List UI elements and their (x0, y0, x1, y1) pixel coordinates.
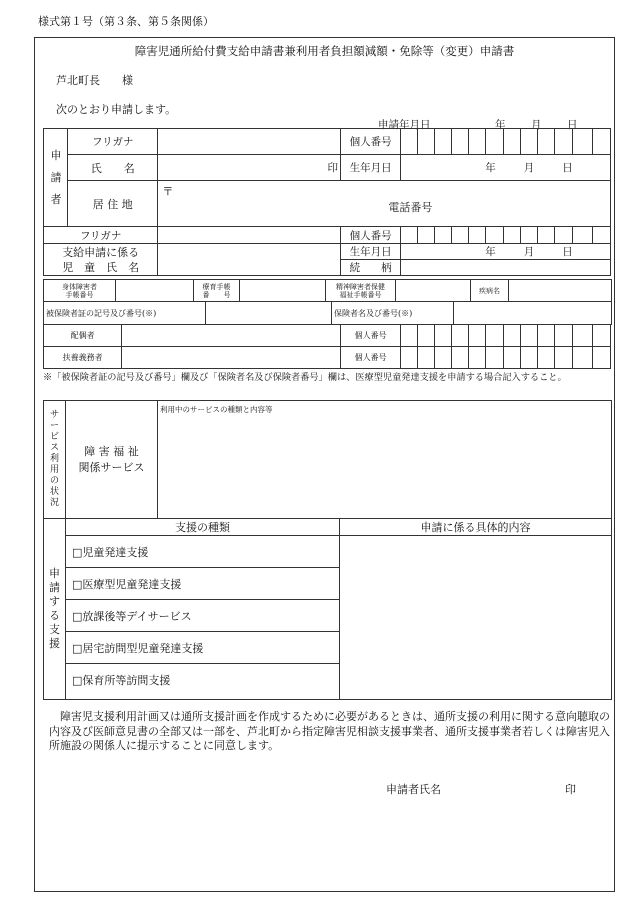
child-my-number-box[interactable] (401, 227, 418, 244)
supporter-label: 扶養義務者 (44, 347, 122, 369)
form-number: 様式第１号（第３条、第５条関係） (38, 15, 214, 28)
supporter-my-number-box[interactable] (469, 347, 486, 369)
child-birth-field[interactable]: 年 月 日 (401, 244, 611, 260)
child-my-number-label: 個人番号 (341, 227, 401, 244)
spouse-label: 配偶者 (44, 325, 122, 347)
insured-label: 被保険者証の記号及び番号(※) (44, 302, 206, 325)
spouse-my-number-box[interactable] (503, 325, 520, 347)
child-my-number-box[interactable] (503, 227, 520, 244)
mental-handbook-field[interactable] (396, 280, 471, 302)
child-my-number-box[interactable] (592, 227, 610, 244)
ryoiku-handbook-label: 療育手帳 番 号 (194, 280, 240, 302)
supporter-my-number-box[interactable] (418, 347, 435, 369)
support-detail-field[interactable] (340, 536, 612, 700)
applicant-my-number-box[interactable] (486, 129, 503, 155)
insurer-label: 保険者名及び番号(※) (332, 302, 454, 325)
child-my-number-box[interactable] (435, 227, 452, 244)
option-child-development-support[interactable]: □児童発達支援 (66, 536, 339, 568)
child-relation-field[interactable] (401, 260, 611, 276)
option-nursery-visit-support[interactable]: □保育所等訪問支援 (72, 674, 171, 687)
spouse-my-number-box[interactable] (554, 325, 572, 347)
applicant-furigana-label: フリガナ (68, 129, 158, 155)
supporter-field[interactable] (122, 347, 341, 369)
option-home-visit-child-development-support[interactable]: □居宅訪問型児童発達支援 (66, 632, 339, 664)
applicant-birth-label: 生年月日 (341, 155, 401, 181)
disease-label: 疾病名 (471, 280, 509, 302)
service-content-field[interactable] (158, 401, 612, 519)
child-my-number-box[interactable] (418, 227, 435, 244)
applicant-my-number-box[interactable] (537, 129, 554, 155)
intro-text: 次のとおり申請します。 (56, 103, 177, 116)
mental-handbook-label: 精神障害者保健 福祉手帳番号 (326, 280, 396, 302)
applicant-my-number-box[interactable] (435, 129, 452, 155)
phone-label: 電話番号 (388, 201, 433, 214)
family-table (43, 324, 611, 369)
spouse-my-number-box[interactable] (520, 325, 537, 347)
applicant-furigana-field[interactable] (158, 129, 341, 155)
spouse-my-number-box[interactable] (435, 325, 452, 347)
spouse-my-number-box[interactable] (572, 325, 592, 347)
child-my-number-box[interactable] (486, 227, 503, 244)
child-relation-label: 続 柄 (341, 260, 401, 276)
option-medical-child-development-support[interactable]: □医療型児童発達支援 (66, 568, 339, 600)
applicant-my-number-label: 個人番号 (341, 129, 401, 155)
applicant-name-label: 氏 名 (68, 155, 158, 181)
child-my-number-box[interactable] (537, 227, 554, 244)
insurer-field[interactable] (454, 302, 612, 325)
supporter-my-number-box[interactable] (452, 347, 469, 369)
seal-mark: 印 (327, 162, 339, 174)
supporter-my-number-box[interactable] (554, 347, 572, 369)
spouse-my-number-label: 個人番号 (341, 325, 401, 347)
child-birth-label: 生年月日 (341, 244, 401, 260)
applicant-address-field[interactable] (158, 181, 611, 227)
signature-field[interactable] (452, 779, 558, 795)
supporter-my-number-box[interactable] (572, 347, 592, 369)
support-side-label: 申請する支援 (44, 519, 66, 700)
spouse-my-number-box[interactable] (452, 325, 469, 347)
consent-text: 障害児支援利用計画又は通所支援計画を作成するために必要があるときは、通所支援の利用に関する意向聴取の内容及び医師意見書の全部又は一部を、芦北町から指定障害児相談支援事業者、通所支援事業者若しくは障害児入所施設の関係人に提示することに同意します。 (49, 710, 610, 752)
child-my-number-box[interactable] (520, 227, 537, 244)
supporter-my-number-box[interactable] (401, 347, 418, 369)
applicant-my-number-box[interactable] (401, 129, 418, 155)
child-name-label: 支給申請に係る 児 童 氏 名 (44, 244, 158, 276)
signature-label: 申請者氏名 (386, 783, 441, 796)
insured-field[interactable] (206, 302, 332, 325)
supporter-my-number-box[interactable] (537, 347, 554, 369)
child-my-number-box[interactable] (572, 227, 592, 244)
supporter-my-number-box[interactable] (435, 347, 452, 369)
date-year: 年 (495, 119, 506, 131)
applicant-my-number-box[interactable] (572, 129, 592, 155)
handbook-table (43, 279, 612, 302)
signature-seal: 印 (565, 783, 576, 796)
applicant-name-field[interactable] (158, 155, 341, 181)
spouse-my-number-box[interactable] (592, 325, 610, 347)
support-type-header: 支援の種類 (66, 519, 340, 536)
service-status-table (43, 400, 612, 519)
supporter-my-number-label: 個人番号 (341, 347, 401, 369)
support-detail-header: 申請に係る具体的内容 (340, 519, 612, 536)
date-day: 日 (567, 119, 578, 131)
addressee: 芦北町長 様 (56, 74, 133, 87)
applicant-my-number-box[interactable] (469, 129, 486, 155)
child-name-field[interactable] (158, 244, 341, 276)
supporter-my-number-box[interactable] (486, 347, 503, 369)
service-category-label: 障 害 福 祉 関係サービス (66, 401, 158, 519)
applicant-my-number-box[interactable] (418, 129, 435, 155)
spouse-my-number-box[interactable] (486, 325, 503, 347)
applicant-my-number-box[interactable] (592, 129, 610, 155)
applicant-section-label: 申請者 (44, 129, 68, 227)
supporter-my-number-box[interactable] (520, 347, 537, 369)
applicant-my-number-box[interactable] (452, 129, 469, 155)
supporter-my-number-box[interactable] (592, 347, 610, 369)
service-status-side-label: サービス利用の状況 (44, 401, 66, 519)
form-title: 障害児通所給付費支給申請書兼利用者負担額減額・免除等（変更）申請書 (134, 44, 515, 58)
applicant-table (43, 128, 611, 276)
physical-handbook-field[interactable] (116, 280, 194, 302)
disease-field[interactable] (509, 280, 612, 302)
applicant-my-number-box[interactable] (554, 129, 572, 155)
spouse-my-number-box[interactable] (469, 325, 486, 347)
spouse-my-number-box[interactable] (537, 325, 554, 347)
insurance-table (43, 301, 612, 325)
support-table (43, 518, 612, 700)
spouse-my-number-box[interactable] (418, 325, 435, 347)
support-type-options (66, 536, 340, 700)
supporter-my-number-box[interactable] (503, 347, 520, 369)
date-month: 月 (531, 119, 542, 131)
child-furigana-label: フリガナ (44, 227, 158, 244)
applicant-my-number-box[interactable] (503, 129, 520, 155)
applicant-birth-field[interactable]: 年 月 日 (401, 155, 611, 181)
child-my-number-box[interactable] (452, 227, 469, 244)
child-furigana-field[interactable] (158, 227, 341, 244)
spouse-field[interactable] (122, 325, 341, 347)
postal-mark: 〒 (162, 185, 174, 198)
service-content-label: 利用中のサービスの種類と内容等 (160, 405, 273, 414)
spouse-my-number-box[interactable] (401, 325, 418, 347)
option-after-school-day-service[interactable]: □放課後等デイサービス (66, 600, 339, 632)
application-date-label: 申請年月日 (378, 119, 431, 131)
applicant-address-label: 居 住 地 (68, 181, 158, 227)
child-my-number-box[interactable] (554, 227, 572, 244)
child-my-number-box[interactable] (469, 227, 486, 244)
applicant-my-number-box[interactable] (520, 129, 537, 155)
physical-handbook-label: 身体障害者 手帳番号 (44, 280, 116, 302)
ryoiku-handbook-field[interactable] (240, 280, 326, 302)
insurance-note: ※「被保険者証の記号及び番号」欄及び「保険者名及び保険者番号」欄は、医療型児童発達支援を申請する場合記入すること。 (43, 372, 567, 383)
